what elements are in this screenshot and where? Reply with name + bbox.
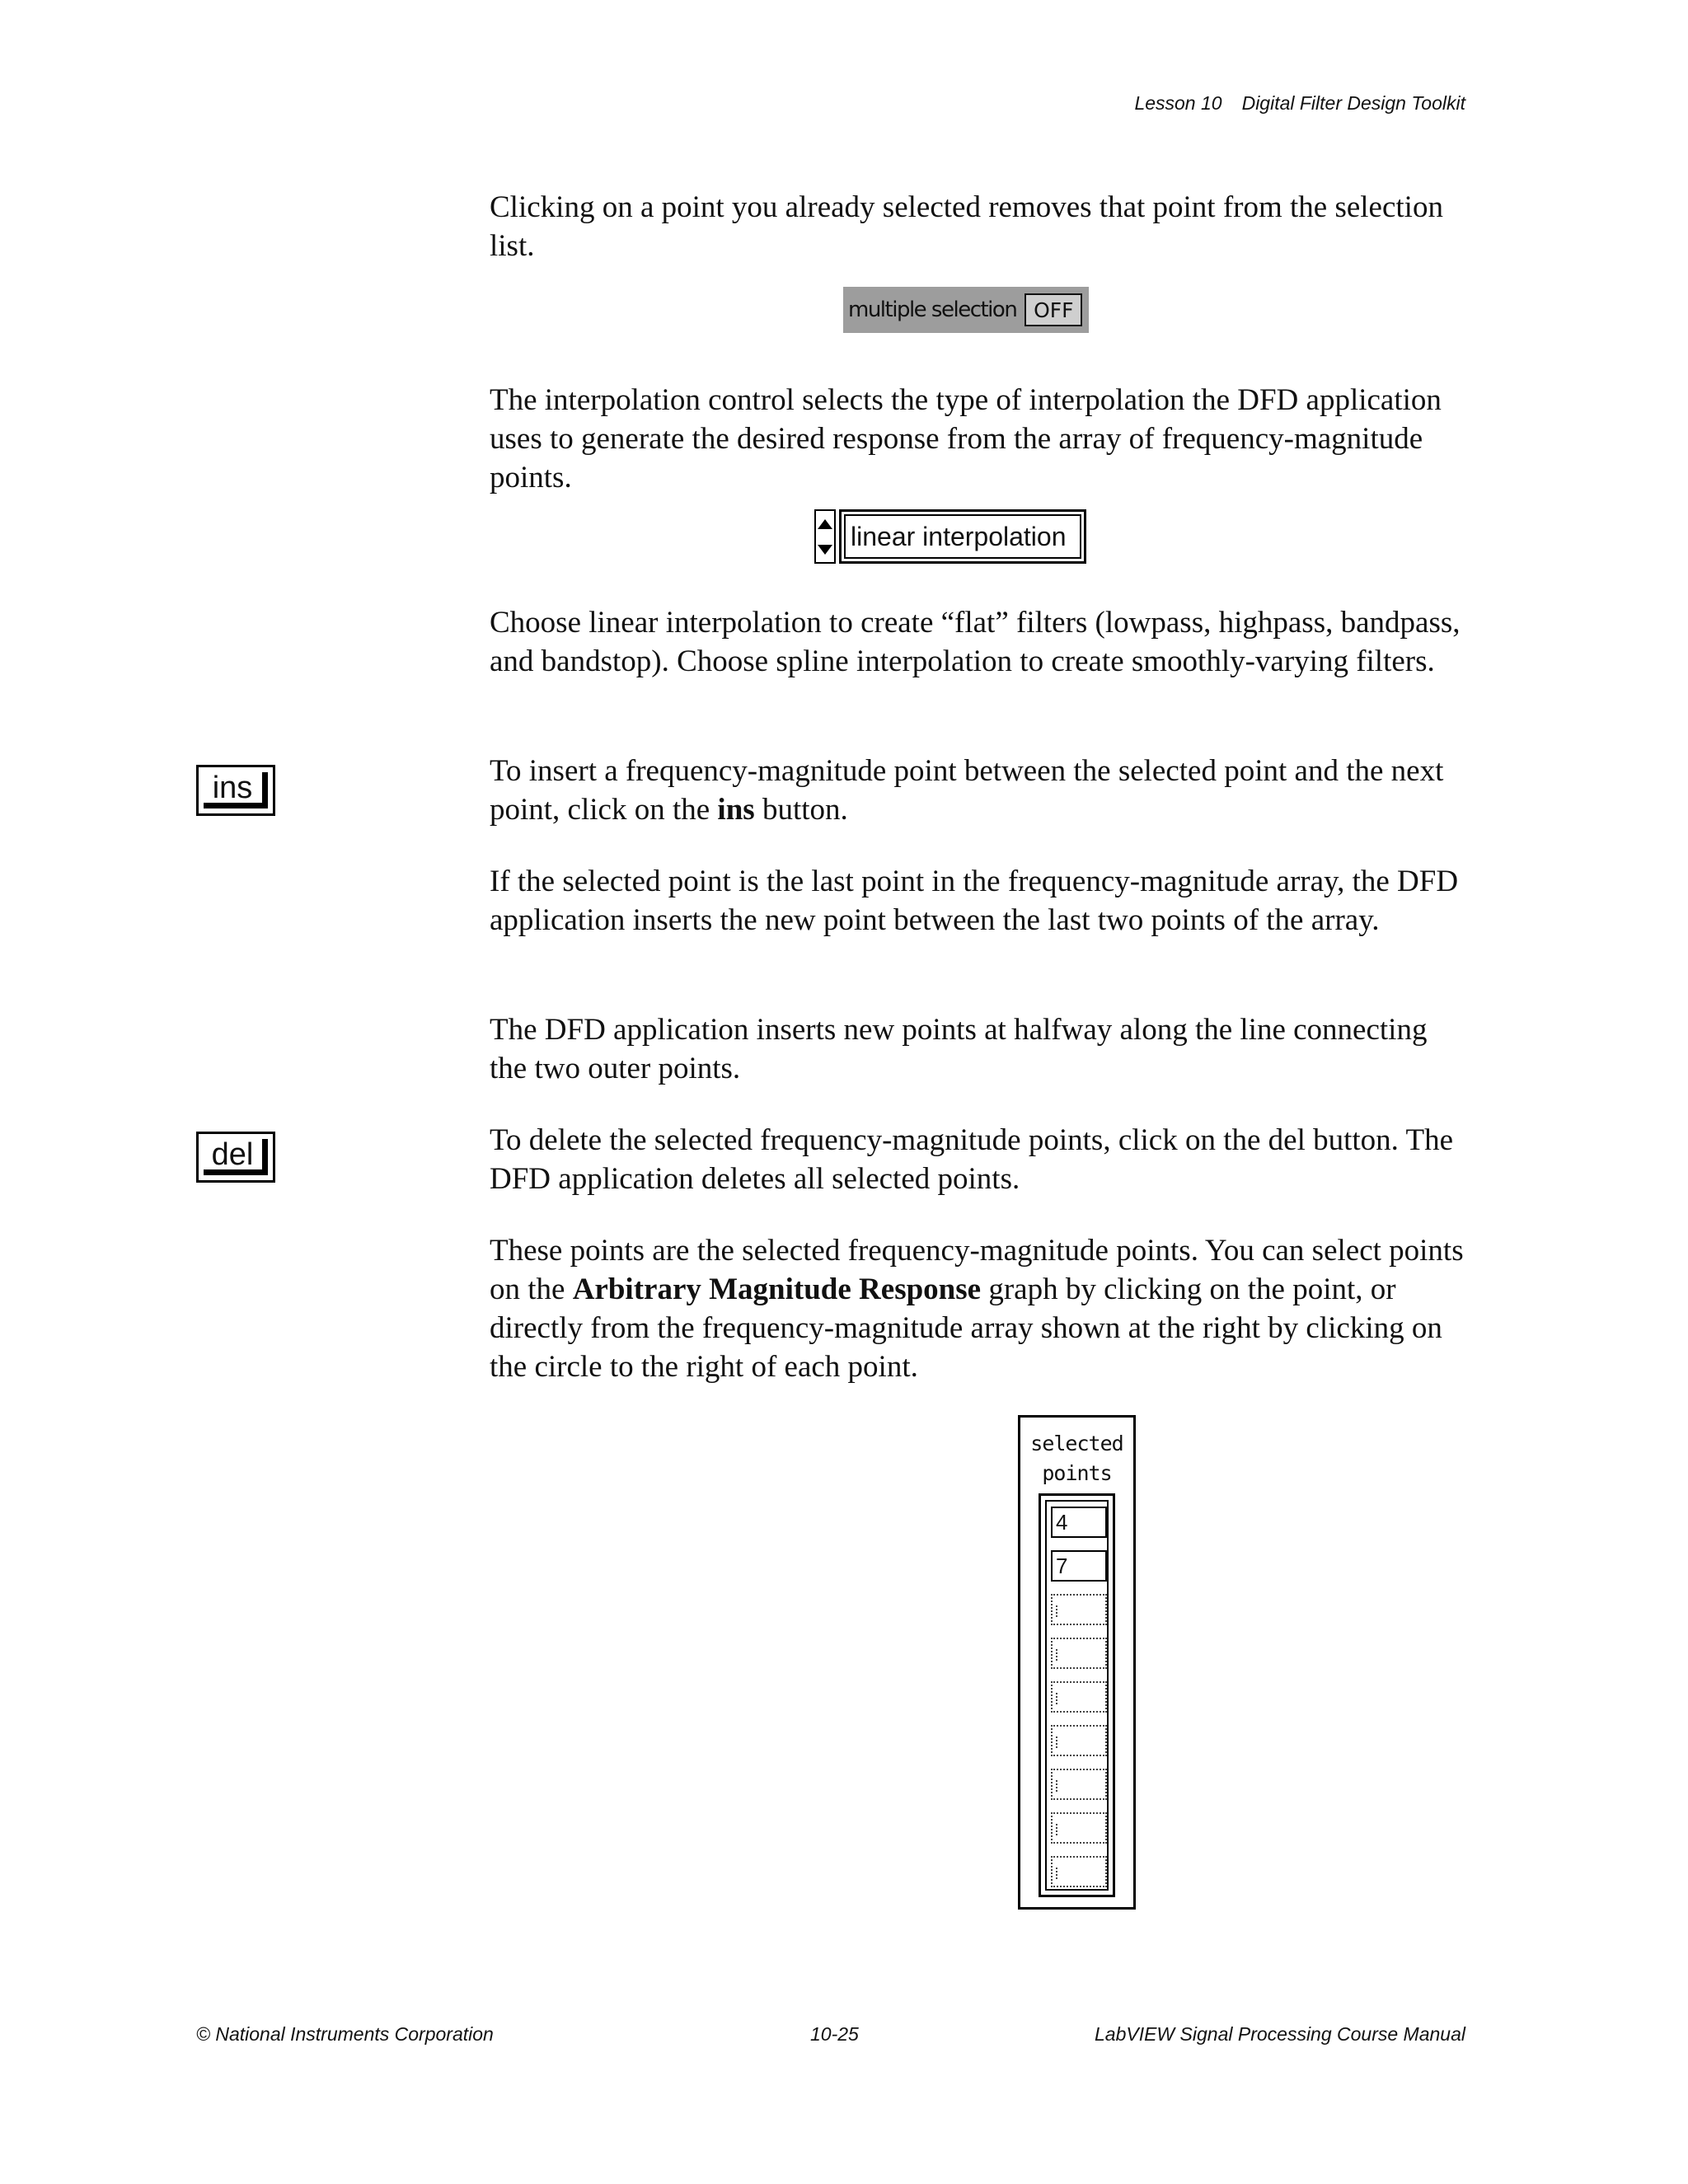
increment-decrement-arrows [814,509,836,564]
selected-points-array [1018,1415,1136,1910]
footer-right: LabVIEW Signal Processing Course Manual [1094,2023,1465,2045]
array-cell: 7 [1051,1550,1107,1582]
selected-points-title [1020,1429,1133,1488]
header-title: Digital Filter Design Toolkit [1241,92,1465,114]
array-cell-empty [1051,1638,1107,1669]
array-frame [1039,1493,1115,1897]
interpolation-value: linear interpolation [844,514,1081,559]
paragraph-delete [490,1121,1470,1198]
array-cell: 4 [1051,1507,1107,1538]
title-line: points [1042,1461,1112,1485]
array-cell-empty [1051,1769,1107,1800]
cursor-placeholder-icon [1056,1736,1061,1748]
paragraph-interpolation [490,381,1470,497]
array-cell-empty [1051,1594,1107,1625]
cursor-placeholder-icon [1056,1605,1061,1617]
cursor-placeholder-icon [1056,1824,1061,1835]
array-cell-empty [1051,1856,1107,1887]
paragraph-text [490,1231,1470,1386]
del-label: del [211,1137,254,1172]
text-run: button. [754,793,848,827]
paragraph-deselect [490,188,1470,265]
ins-label: ins [212,770,253,805]
paragraph-linear-spline [490,603,1470,681]
cursor-placeholder-icon [1056,1693,1061,1704]
multiple-selection-toggle: OFF [1025,293,1082,326]
array-cell-empty [1051,1681,1107,1713]
running-header [1134,92,1465,115]
cursor-placeholder-icon [1056,1780,1061,1792]
array-cell-empty [1051,1725,1107,1756]
up-arrow-icon [818,519,832,529]
cursor-placeholder-icon [1056,1649,1061,1661]
footer-page-number: 10-25 [810,2023,859,2045]
title-line: selected [1030,1432,1123,1455]
paragraph-text: The DFD application inserts new points at halfway along the line connecting the two outer points. [490,1013,1428,1085]
multiple-selection-control [843,287,1089,333]
multiple-selection-label: multiple selection [848,298,1017,322]
down-arrow-icon [818,545,832,555]
cursor-placeholder-icon [1056,1868,1061,1879]
bold-run: Arbitrary Magnitude Response [572,1272,982,1306]
paragraph-text: The interpolation control selects the type of interpolation the DFD application uses to generate the desired response from the array of frequency-magnitude points. [490,383,1442,494]
paragraph-text: Choose linear interpolation to create “flat” filters (lowpass, highpass, bandpass, and bandstop). Choose spline interpolation to create smoothly-varying filters. [490,606,1461,678]
array-cells [1045,1500,1109,1891]
ins-button-figure [196,765,275,816]
text-run: graph by clicking on the point, or directly from the frequency-magnitude array shown at the right by clicking on the circle to the right of each point. [490,1272,1442,1384]
paragraph-halfway [490,1010,1470,1088]
footer-left: © National Instruments Corporation [196,2023,494,2045]
header-lesson: Lesson 10 [1134,92,1222,114]
paragraph-text: Clicking on a point you already selected removes that point from the selection list. [490,190,1443,263]
paragraph-selected-points [490,1231,1470,1386]
paragraph-text: If the selected point is the last point in the frequency-magnitude array, the DFD application inserts the new point between the last two points of the array. [490,865,1459,937]
interpolation-display [839,509,1086,564]
text-run: These points are the selected frequency-magnitude points. You can select points on the [490,1234,1464,1306]
paragraph-text: To delete the selected frequency-magnitude points, click on the del button. The DFD application deletes all selected points. [490,1123,1454,1196]
paragraph-last-point [490,862,1470,940]
interpolation-ring-control [814,509,1086,564]
paragraph-text [490,752,1470,829]
array-cell-empty [1051,1812,1107,1844]
text-run: To insert a frequency-magnitude point between the selected point and the next point, click on the [490,754,1444,827]
bold-run: ins [717,793,755,827]
paragraph-insert [490,752,1470,829]
del-button-figure [196,1132,275,1183]
